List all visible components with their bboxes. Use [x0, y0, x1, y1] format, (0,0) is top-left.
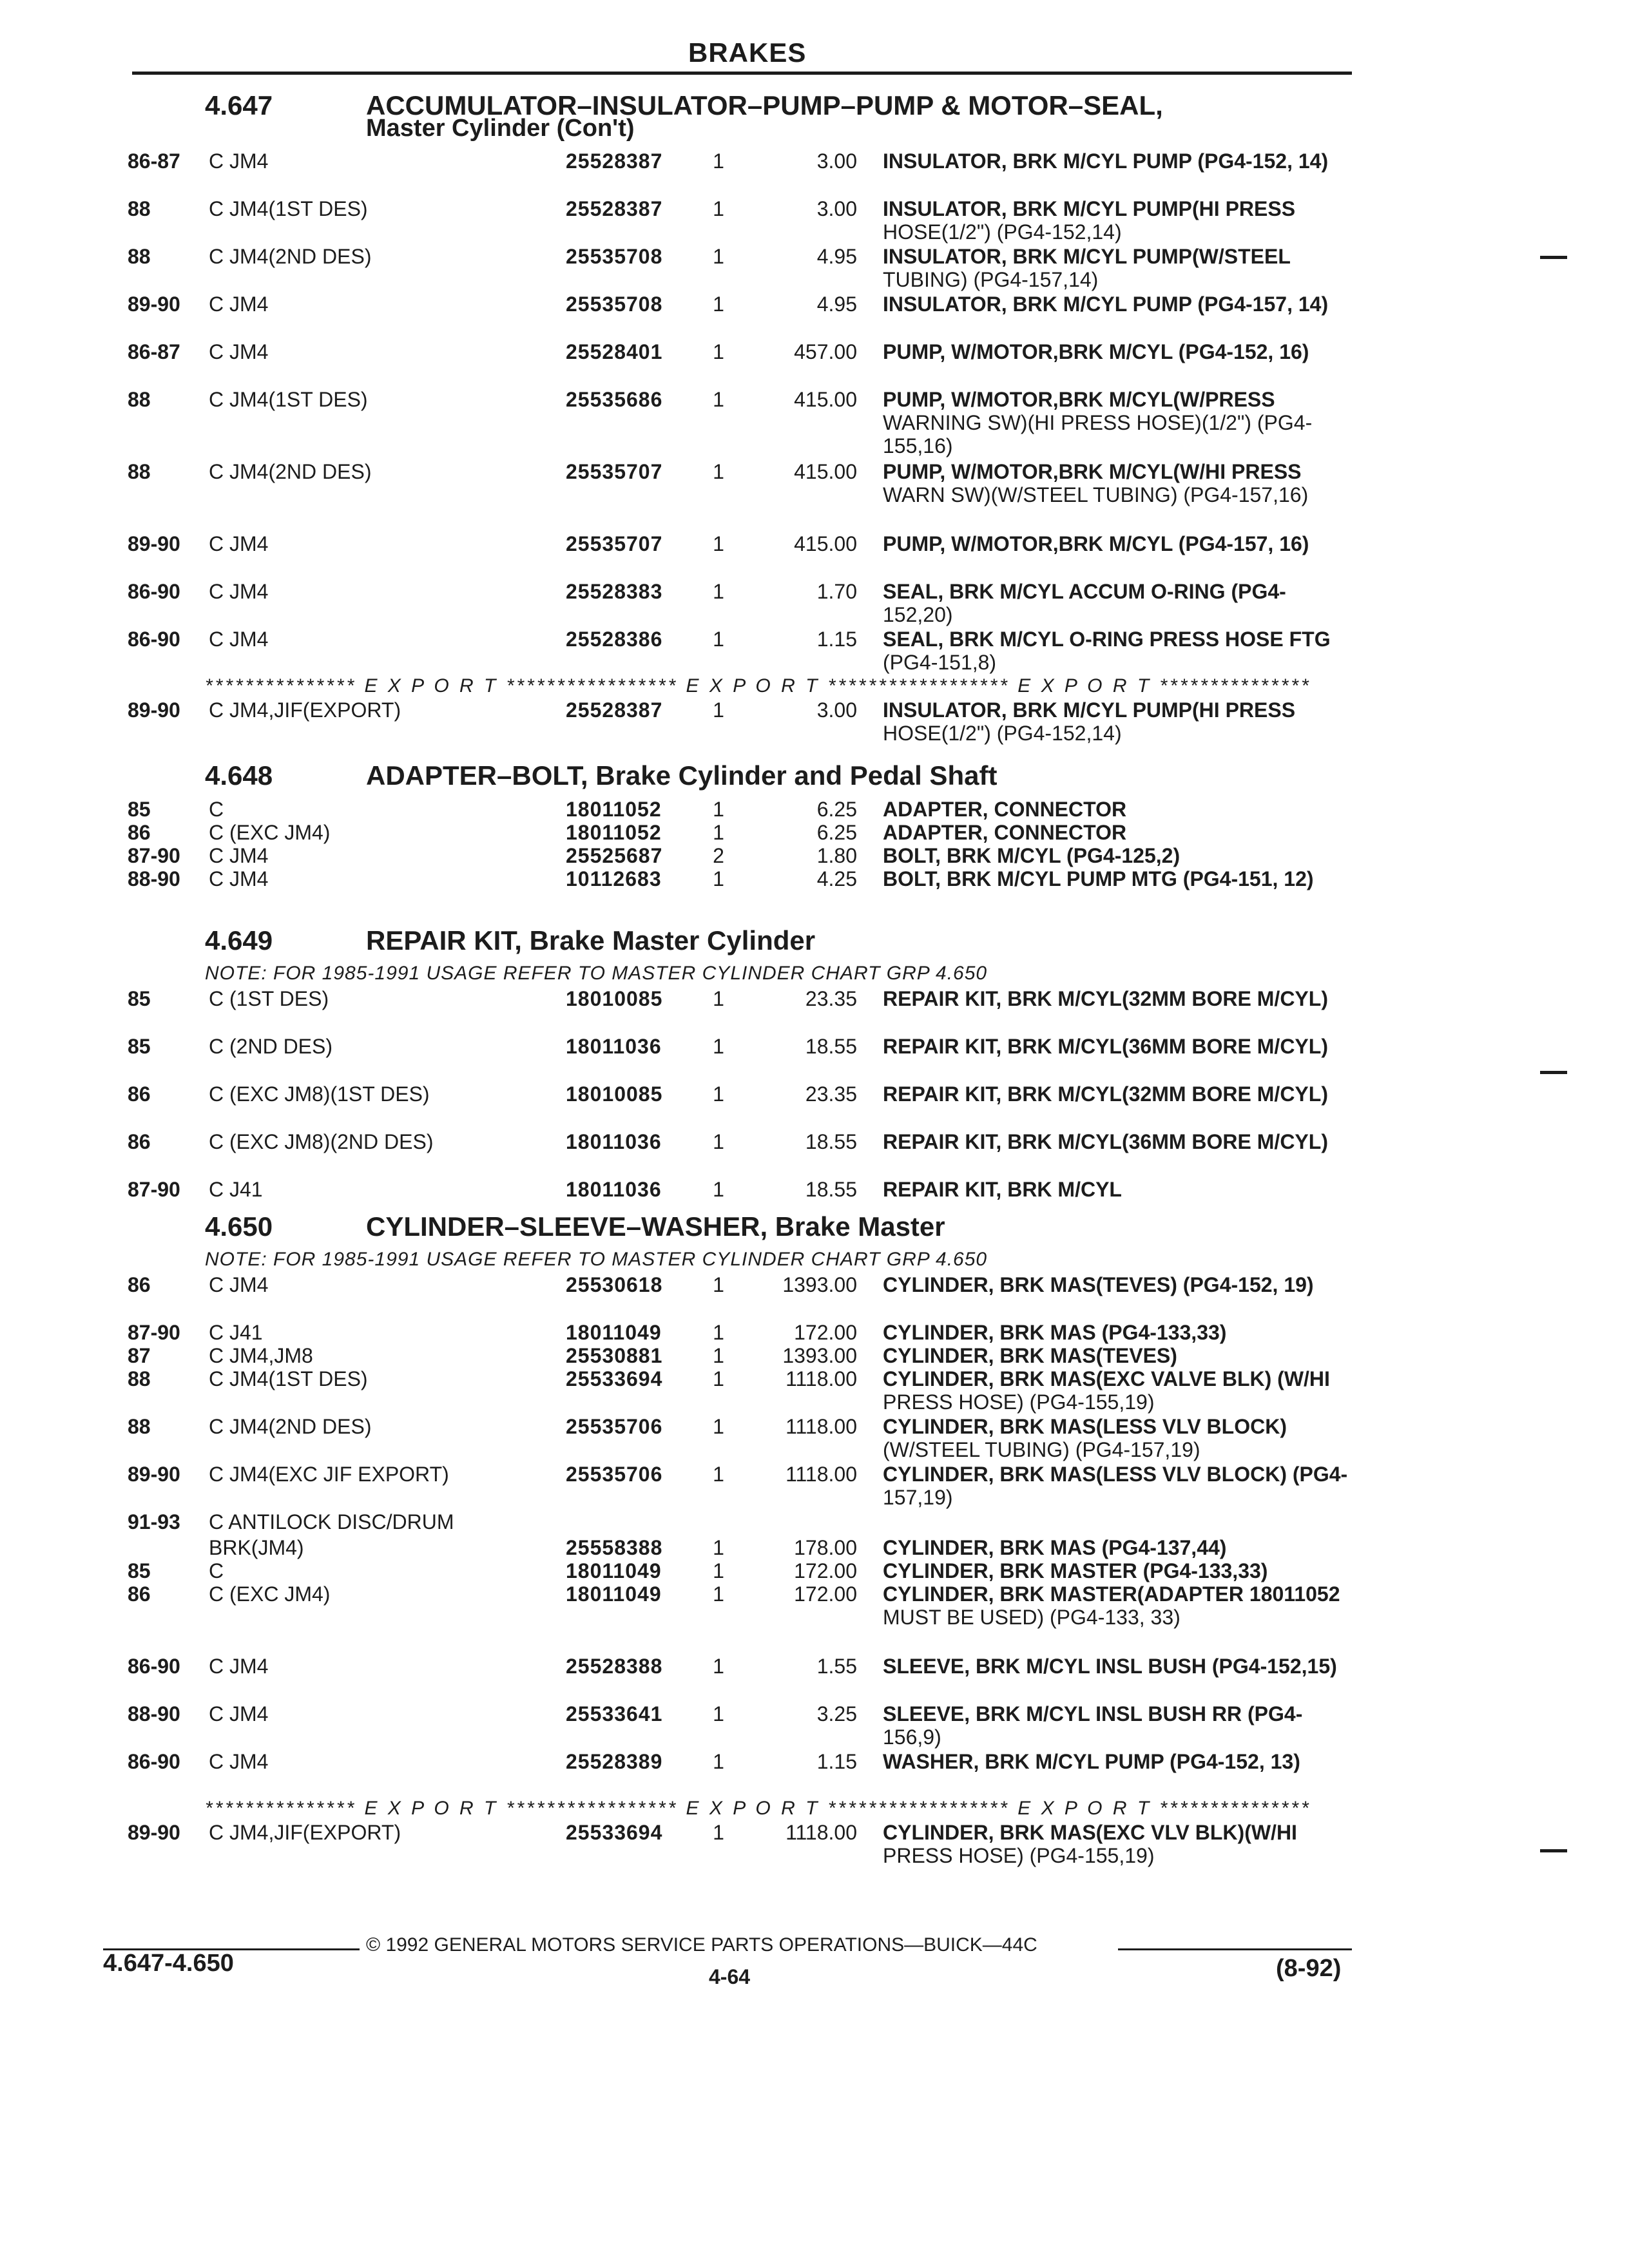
table-row — [0, 293, 1629, 344]
part-number: 25533694 — [566, 1367, 663, 1390]
part-number: 25558388 — [566, 1536, 663, 1559]
price: 1.80 — [816, 844, 857, 867]
part-description: CYLINDER, BRK MAS(LESS VLV BLOCK) (W/STEEL TUBING) (PG4-157,19) — [883, 1415, 1287, 1461]
part-description: INSULATOR, BRK M/CYL PUMP (PG4-157, 14) — [883, 293, 1329, 316]
part-description: INSULATOR, BRK M/CYL PUMP (PG4-152, 14) — [883, 149, 1329, 173]
part-description: BOLT, BRK M/CYL (PG4-125,2) — [883, 844, 1181, 867]
price: 415.00 — [794, 460, 857, 483]
section-note: NOTE: FOR 1985-1991 USAGE REFER TO MASTER CYLINDER CHART GRP 4.650 — [205, 963, 988, 984]
part-description: WASHER, BRK M/CYL PUMP (PG4-152, 13) — [883, 1750, 1300, 1773]
export-banner: *************** E X P O R T ***************** E X P O R T ****************** E X P O R T *************** — [205, 1798, 1311, 1819]
quantity: 1 — [713, 1582, 724, 1606]
year-range: 89-90 — [128, 1821, 180, 1844]
price: 4.95 — [816, 245, 857, 268]
part-number: 25535708 — [566, 293, 663, 316]
quantity: 1 — [713, 340, 724, 363]
price: 1393.00 — [782, 1273, 857, 1296]
year-range: 86-87 — [128, 149, 180, 173]
table-row — [0, 867, 1629, 919]
part-description: CYLINDER, BRK MAS(LESS VLV BLOCK) (PG4-157,19) — [883, 1463, 1348, 1509]
footer-rule-right — [1118, 1948, 1352, 1950]
model-usage: C (1ST DES) — [209, 987, 329, 1010]
part-description: REPAIR KIT, BRK M/CYL(36MM BORE M/CYL) — [883, 1035, 1328, 1058]
year-range: 88 — [128, 1415, 151, 1438]
model-usage: C JM4(2ND DES) — [209, 460, 372, 483]
table-row — [0, 1082, 1629, 1134]
part-description: INSULATOR, BRK M/CYL PUMP(HI PRESS HOSE(1/2") (PG4-152,14) — [883, 698, 1296, 745]
model-usage: C JM4 — [209, 1655, 269, 1678]
year-range: 87 — [128, 1344, 151, 1367]
part-number: 25535706 — [566, 1415, 663, 1438]
price: 1118.00 — [786, 1415, 857, 1438]
model-usage: C JM4 — [209, 844, 269, 867]
price: 1118.00 — [786, 1463, 857, 1486]
table-row — [0, 1273, 1629, 1325]
quantity: 1 — [713, 580, 724, 603]
part-description: CYLINDER, BRK MAS (PG4-133,33) — [883, 1321, 1227, 1344]
price: 6.25 — [816, 798, 857, 821]
quantity: 1 — [713, 1273, 724, 1296]
model-usage: C JM4 — [209, 1702, 269, 1725]
model-usage: C JM4 — [209, 580, 269, 603]
section-title: CYLINDER–SLEEVE–WASHER, Brake Master — [366, 1211, 945, 1242]
export-banner: *************** E X P O R T ***************** E X P O R T ****************** E X P O R T *************** — [205, 675, 1311, 697]
price: 172.00 — [794, 1559, 857, 1582]
table-row — [0, 340, 1629, 392]
table-row — [0, 460, 1629, 512]
price: 178.00 — [794, 1536, 857, 1559]
model-usage: C JM4 — [209, 628, 269, 651]
quantity: 1 — [713, 1536, 724, 1559]
table-row — [0, 698, 1629, 750]
quantity: 1 — [713, 1559, 724, 1582]
model-usage: C JM4(1ST DES) — [209, 197, 368, 220]
price: 172.00 — [794, 1582, 857, 1606]
year-range: 85 — [128, 987, 151, 1010]
part-description: CYLINDER, BRK MAS(EXC VLV BLK)(W/HI PRESS HOSE) (PG4-155,19) — [883, 1821, 1297, 1867]
part-number: 25528388 — [566, 1655, 663, 1678]
section-number: 4.647 — [205, 90, 273, 120]
price: 3.25 — [816, 1702, 857, 1725]
quantity: 1 — [713, 197, 724, 220]
part-description: CYLINDER, BRK MAS(TEVES) — [883, 1344, 1177, 1367]
margin-mark — [1540, 1849, 1567, 1852]
year-range: 88 — [128, 460, 151, 483]
part-description: SEAL, BRK M/CYL ACCUM O-RING (PG4-152,20) — [883, 580, 1286, 626]
table-row — [0, 1655, 1629, 1706]
table-row — [0, 1582, 1629, 1634]
model-usage: C (2ND DES) — [209, 1035, 333, 1058]
table-row — [0, 532, 1629, 584]
quantity: 1 — [713, 698, 724, 722]
part-description: ADAPTER, CONNECTOR — [883, 821, 1127, 844]
footer-group-range: 4.647-4.650 — [103, 1950, 234, 1977]
part-number: 25528387 — [566, 149, 663, 173]
price: 18.55 — [805, 1130, 857, 1153]
price: 172.00 — [794, 1321, 857, 1344]
table-row — [0, 149, 1629, 201]
year-range: 91-93 — [128, 1510, 180, 1533]
quantity: 1 — [713, 293, 724, 316]
section-number: 4.649 — [205, 925, 273, 956]
price: 1118.00 — [786, 1821, 857, 1844]
quantity: 1 — [713, 1367, 724, 1390]
part-description: CYLINDER, BRK MASTER(ADAPTER 18011052 MUST BE USED) (PG4-133, 33) — [883, 1582, 1340, 1629]
year-range: 88 — [128, 197, 151, 220]
part-number: 25528383 — [566, 580, 663, 603]
part-description: REPAIR KIT, BRK M/CYL — [883, 1178, 1122, 1201]
model-usage: C JM4(2ND DES) — [209, 245, 372, 268]
quantity: 1 — [713, 1321, 724, 1344]
quantity: 1 — [713, 1655, 724, 1678]
quantity: 1 — [713, 245, 724, 268]
quantity: 1 — [713, 1415, 724, 1438]
model-usage: C JM4 — [209, 1750, 269, 1773]
part-description: INSULATOR, BRK M/CYL PUMP(HI PRESS HOSE(1/2") (PG4-152,14) — [883, 197, 1296, 244]
footer-date: (8-92) — [1276, 1955, 1342, 1982]
table-row — [0, 628, 1629, 679]
quantity: 1 — [713, 987, 724, 1010]
year-range: 88-90 — [128, 867, 180, 890]
part-number: 18011036 — [566, 1035, 662, 1058]
table-row — [0, 1463, 1629, 1514]
model-usage: C JM4(1ST DES) — [209, 388, 368, 411]
quantity: 1 — [713, 628, 724, 651]
part-number: 25528387 — [566, 698, 663, 722]
table-row — [0, 1702, 1629, 1754]
part-number: 25533641 — [566, 1702, 663, 1725]
year-range: 89-90 — [128, 1463, 180, 1486]
part-description: CYLINDER, BRK MAS(EXC VALVE BLK) (W/HI PRESS HOSE) (PG4-155,19) — [883, 1367, 1330, 1414]
quantity: 1 — [713, 388, 724, 411]
year-range: 86-90 — [128, 628, 180, 651]
year-range: 86 — [128, 1582, 151, 1606]
part-number: 18011052 — [566, 798, 662, 821]
part-description: CYLINDER, BRK MAS(TEVES) (PG4-152, 19) — [883, 1273, 1314, 1296]
header-rule — [132, 72, 1352, 75]
part-number: 18011036 — [566, 1130, 662, 1153]
part-number: 25535706 — [566, 1463, 663, 1486]
model-usage: C JM4 — [209, 293, 269, 316]
year-range: 86-90 — [128, 580, 180, 603]
year-range: 87-90 — [128, 844, 180, 867]
price: 3.00 — [816, 698, 857, 722]
price: 1.15 — [816, 628, 857, 651]
year-range: 86-87 — [128, 340, 180, 363]
model-usage: C JM4,JM8 — [209, 1344, 313, 1367]
part-description: PUMP, W/MOTOR,BRK M/CYL (PG4-152, 16) — [883, 340, 1309, 363]
year-range: 88 — [128, 245, 151, 268]
part-number: 18010085 — [566, 1082, 663, 1106]
part-description: INSULATOR, BRK M/CYL PUMP(W/STEEL TUBING) (PG4-157,14) — [883, 245, 1291, 291]
quantity: 1 — [713, 1821, 724, 1844]
year-range: 88 — [128, 388, 151, 411]
section-title: REPAIR KIT, Brake Master Cylinder — [366, 925, 816, 956]
price: 415.00 — [794, 532, 857, 555]
model-usage: C JM4 — [209, 149, 269, 173]
quantity: 1 — [713, 532, 724, 555]
part-number: 25530881 — [566, 1344, 663, 1367]
year-range: 87-90 — [128, 1321, 180, 1344]
part-number: 25535707 — [566, 532, 663, 555]
year-range: 87-90 — [128, 1178, 180, 1201]
part-number: 25533694 — [566, 1821, 663, 1844]
model-usage: C JM4,JIF(EXPORT) — [209, 1821, 401, 1844]
part-number: 25535707 — [566, 460, 663, 483]
part-number: 25535686 — [566, 388, 663, 411]
part-number: 25528387 — [566, 197, 663, 220]
price: 1.55 — [816, 1655, 857, 1678]
part-description: SLEEVE, BRK M/CYL INSL BUSH (PG4-152,15) — [883, 1655, 1337, 1678]
year-range: 86 — [128, 821, 151, 844]
price: 23.35 — [805, 987, 857, 1010]
part-description: SEAL, BRK M/CYL O-RING PRESS HOSE FTG (PG4-151,8) — [883, 628, 1331, 674]
section-title: ADAPTER–BOLT, Brake Cylinder and Pedal Shaft — [366, 760, 998, 791]
model-usage: C ANTILOCK DISC/DRUM — [209, 1510, 454, 1533]
model-usage: C JM4(2ND DES) — [209, 1415, 372, 1438]
quantity: 1 — [713, 1035, 724, 1058]
price: 457.00 — [794, 340, 857, 363]
part-description: CYLINDER, BRK MASTER (PG4-133,33) — [883, 1559, 1268, 1582]
part-number: 25528389 — [566, 1750, 663, 1773]
price: 4.25 — [816, 867, 857, 890]
margin-mark — [1540, 256, 1567, 259]
part-description: PUMP, W/MOTOR,BRK M/CYL (PG4-157, 16) — [883, 532, 1309, 555]
model-usage: C — [209, 798, 224, 821]
model-usage: C JM4 — [209, 1273, 269, 1296]
section-subtitle: Master Cylinder (Con't) — [366, 115, 635, 142]
table-row — [0, 1035, 1629, 1086]
year-range: 86 — [128, 1130, 151, 1153]
footer-copyright: © 1992 GENERAL MOTORS SERVICE PARTS OPERATIONS—BUICK—44C — [366, 1934, 1037, 1956]
year-range: 88-90 — [128, 1702, 180, 1725]
year-range: 85 — [128, 1035, 151, 1058]
part-number: 25530618 — [566, 1273, 663, 1296]
part-description: ADAPTER, CONNECTOR — [883, 798, 1127, 821]
model-usage: C J41 — [209, 1321, 263, 1344]
quantity: 2 — [713, 844, 724, 867]
quantity: 1 — [713, 821, 724, 844]
price: 4.95 — [816, 293, 857, 316]
quantity: 1 — [713, 149, 724, 173]
part-description: SLEEVE, BRK M/CYL INSL BUSH RR (PG4-156,9) — [883, 1702, 1303, 1749]
part-number: 18011049 — [566, 1582, 662, 1606]
quantity: 1 — [713, 1178, 724, 1201]
model-usage: C JM4,JIF(EXPORT) — [209, 698, 401, 722]
model-usage: C JM4 — [209, 867, 269, 890]
model-usage: C J41 — [209, 1178, 263, 1201]
table-row — [0, 245, 1629, 296]
table-row — [0, 1415, 1629, 1466]
model-usage: C JM4(1ST DES) — [209, 1367, 368, 1390]
quantity: 1 — [713, 1750, 724, 1773]
table-row — [0, 197, 1629, 249]
quantity: 1 — [713, 1344, 724, 1367]
quantity: 1 — [713, 1082, 724, 1106]
model-usage: C JM4 — [209, 532, 269, 555]
quantity: 1 — [713, 1130, 724, 1153]
year-range: 88 — [128, 1367, 151, 1390]
part-number: 25525687 — [566, 844, 663, 867]
page-title: BRAKES — [688, 37, 807, 68]
model-usage: BRK(JM4) — [209, 1536, 304, 1559]
price: 6.25 — [816, 821, 857, 844]
part-number: 18011049 — [566, 1321, 662, 1344]
table-row — [0, 388, 1629, 457]
part-number: 18010085 — [566, 987, 663, 1010]
year-range: 86-90 — [128, 1750, 180, 1773]
part-number: 18011049 — [566, 1559, 662, 1582]
year-range: 85 — [128, 798, 151, 821]
section-title: ACCUMULATOR–INSULATOR–PUMP–PUMP & MOTOR–SEAL, — [366, 90, 1163, 120]
section-number: 4.650 — [205, 1211, 273, 1242]
margin-mark — [1540, 1071, 1567, 1074]
quantity: 1 — [713, 867, 724, 890]
table-row — [0, 1750, 1629, 1802]
part-number: 18011036 — [566, 1178, 662, 1201]
table-row — [0, 580, 1629, 631]
year-range: 86-90 — [128, 1655, 180, 1678]
model-usage: C (EXC JM8)(1ST DES) — [209, 1082, 430, 1106]
quantity: 1 — [713, 1463, 724, 1486]
part-description: PUMP, W/MOTOR,BRK M/CYL(W/HI PRESS WARN SW)(W/STEEL TUBING) (PG4-157,16) — [883, 460, 1309, 506]
model-usage: C JM4(EXC JIF EXPORT) — [209, 1463, 449, 1486]
model-usage: C (EXC JM8)(2ND DES) — [209, 1130, 434, 1153]
part-number: 10112683 — [566, 867, 662, 890]
price: 1118.00 — [786, 1367, 857, 1390]
model-usage: C JM4 — [209, 340, 269, 363]
part-number: 25528386 — [566, 628, 663, 651]
price: 415.00 — [794, 388, 857, 411]
model-usage: C — [209, 1559, 224, 1582]
price: 23.35 — [805, 1082, 857, 1106]
part-description: PUMP, W/MOTOR,BRK M/CYL(W/PRESS WARNING SW)(HI PRESS HOSE)(1/2") (PG4-155,16) — [883, 388, 1313, 457]
price: 3.00 — [816, 197, 857, 220]
year-range: 89-90 — [128, 698, 180, 722]
section-note: NOTE: FOR 1985-1991 USAGE REFER TO MASTER CYLINDER CHART GRP 4.650 — [205, 1249, 988, 1270]
price: 3.00 — [816, 149, 857, 173]
part-description: BOLT, BRK M/CYL PUMP MTG (PG4-151, 12) — [883, 867, 1314, 890]
year-range: 89-90 — [128, 532, 180, 555]
year-range: 86 — [128, 1082, 151, 1106]
price: 1393.00 — [782, 1344, 857, 1367]
model-usage: C (EXC JM4) — [209, 1582, 331, 1606]
price: 1.15 — [816, 1750, 857, 1773]
part-number: 18011052 — [566, 821, 662, 844]
part-description: REPAIR KIT, BRK M/CYL(36MM BORE M/CYL) — [883, 1130, 1328, 1153]
model-usage: C (EXC JM4) — [209, 821, 331, 844]
price: 1.70 — [816, 580, 857, 603]
part-number: 25535708 — [566, 245, 663, 268]
table-row — [0, 1367, 1629, 1419]
part-description: REPAIR KIT, BRK M/CYL(32MM BORE M/CYL) — [883, 1082, 1328, 1106]
price: 18.55 — [805, 1178, 857, 1201]
quantity: 1 — [713, 798, 724, 821]
footer-page-number: 4-64 — [709, 1965, 751, 1988]
year-range: 89-90 — [128, 293, 180, 316]
table-row — [0, 1130, 1629, 1182]
section-number: 4.648 — [205, 760, 273, 791]
quantity: 1 — [713, 460, 724, 483]
year-range: 86 — [128, 1273, 151, 1296]
table-row — [0, 1821, 1629, 1872]
part-description: REPAIR KIT, BRK M/CYL(32MM BORE M/CYL) — [883, 987, 1328, 1010]
part-number: 25528401 — [566, 340, 663, 363]
quantity: 1 — [713, 1702, 724, 1725]
price: 18.55 — [805, 1035, 857, 1058]
part-description: CYLINDER, BRK MAS (PG4-137,44) — [883, 1536, 1227, 1559]
table-row — [0, 987, 1629, 1039]
year-range: 85 — [128, 1559, 151, 1582]
